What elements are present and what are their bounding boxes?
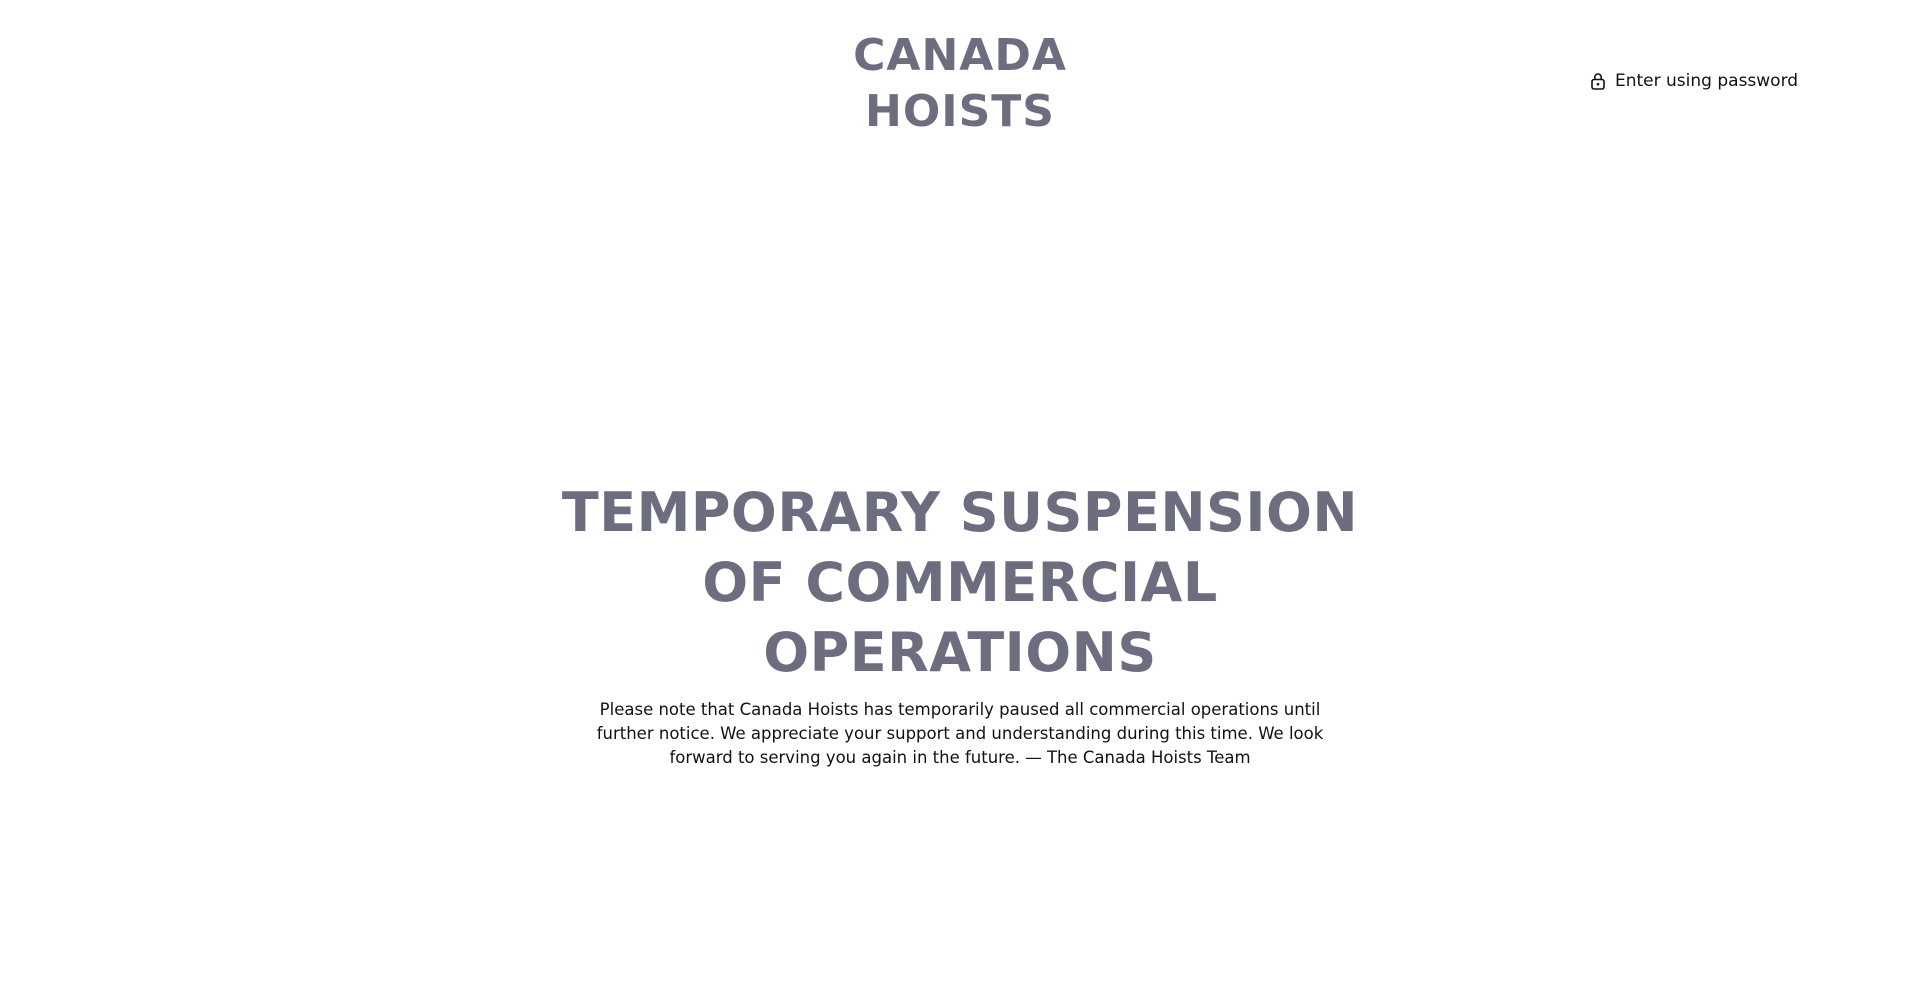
- enter-password-label: Enter using password: [1615, 71, 1799, 91]
- store-logo[interactable]: CANADA HOISTS: [853, 30, 1067, 137]
- page-headline: TEMPORARY SUSPENSION OF COMMERCIAL OPERATIONS: [561, 481, 1359, 684]
- enter-password-button[interactable]: [1590, 71, 1798, 91]
- main-content: [0, 478, 1920, 770]
- page-message: Please note that Canada Hoists has temporarily paused all commercial operations until further notice. We appreciate your support and understanding during this time. We look forward to serving you again in the future. — The Canada Hoists Team: [596, 700, 1324, 767]
- lock-icon: [1590, 72, 1606, 90]
